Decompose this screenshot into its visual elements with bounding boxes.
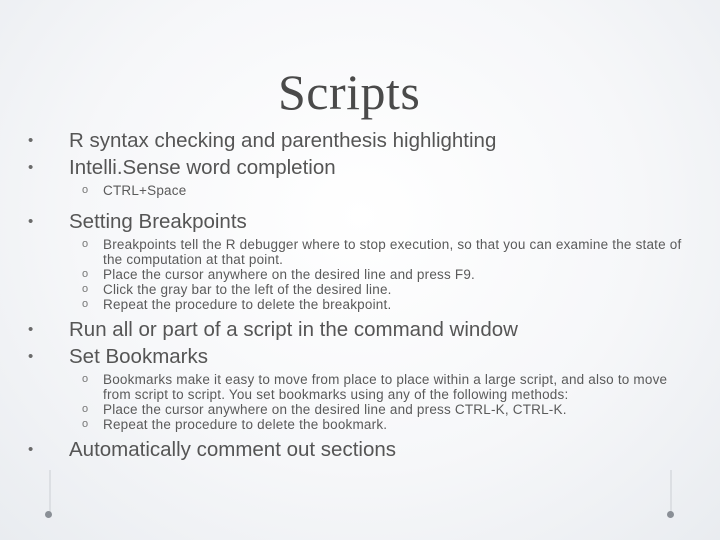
bullet-text: R syntax checking and parenthesis highlighting [69, 129, 497, 152]
sub-marker: o [82, 298, 89, 310]
subitem-breakpoint-desc [28, 237, 688, 267]
subitem-text: Breakpoints tell the R debugger where to stop execution, so that you can examine the state of the computation at that point. [103, 237, 682, 267]
subitem-ctrl-k [28, 402, 688, 417]
sub-marker: o [82, 283, 89, 295]
bullet-run-script [28, 316, 688, 343]
bookmarks-subitems [28, 372, 688, 432]
subitem-press-f9 [28, 267, 688, 282]
intellisense-subitems [28, 183, 688, 198]
subitem-bookmark-desc [28, 372, 688, 402]
slide-content [28, 127, 688, 463]
sub-marker: o [82, 373, 89, 385]
subitem-text: Place the cursor anywhere on the desired line and press F9. [103, 267, 476, 282]
sub-marker: o [82, 184, 89, 196]
slide-title: Scripts [278, 64, 421, 120]
bullet-text: Setting Breakpoints [69, 210, 247, 233]
bullet-marker: • [28, 159, 34, 176]
sub-marker: o [82, 403, 89, 415]
subitem-text: Bookmarks make it easy to move from place to place within a large script, and also to move from script to script. You set bookmarks using any of the following methods: [103, 372, 668, 402]
subitem-delete-breakpoint [28, 297, 688, 312]
sub-marker: o [82, 238, 89, 250]
bullet-marker: • [28, 441, 34, 458]
breakpoints-subitems [28, 237, 688, 312]
bullet-text: Intelli.Sense word completion [69, 156, 336, 179]
subitem-delete-bookmark [28, 417, 688, 432]
subitem-text: Repeat the procedure to delete the bookmark. [103, 417, 388, 432]
bullet-syntax-checking [28, 127, 688, 154]
bullet-marker: • [28, 213, 34, 230]
sub-marker: o [82, 418, 89, 430]
subitem-text: Place the cursor anywhere on the desired line and press CTRL-K, CTRL-K. [103, 402, 567, 417]
bullet-text: Run all or part of a script in the command window [69, 318, 518, 341]
subitem-gray-bar [28, 282, 688, 297]
subitem-text: Repeat the procedure to delete the breakpoint. [103, 297, 392, 312]
left-border-line [49, 470, 51, 512]
subitem-ctrl-space [28, 183, 688, 198]
right-border-line [670, 470, 672, 512]
bullet-intellisense [28, 154, 688, 181]
bottom-left-dot [45, 511, 52, 518]
bottom-right-dot [667, 511, 674, 518]
sub-marker: o [82, 268, 89, 280]
bullet-marker: • [28, 321, 34, 338]
subitem-text: CTRL+Space [103, 183, 187, 198]
bullet-marker: • [28, 348, 34, 365]
bullet-marker: • [28, 132, 34, 149]
bullet-breakpoints [28, 208, 688, 235]
subitem-text: Click the gray bar to the left of the desired line. [103, 282, 392, 297]
bullet-comment-out [28, 436, 688, 463]
bullet-bookmarks [28, 343, 688, 370]
bullet-text: Automatically comment out sections [69, 438, 396, 461]
bullet-text: Set Bookmarks [69, 345, 208, 368]
